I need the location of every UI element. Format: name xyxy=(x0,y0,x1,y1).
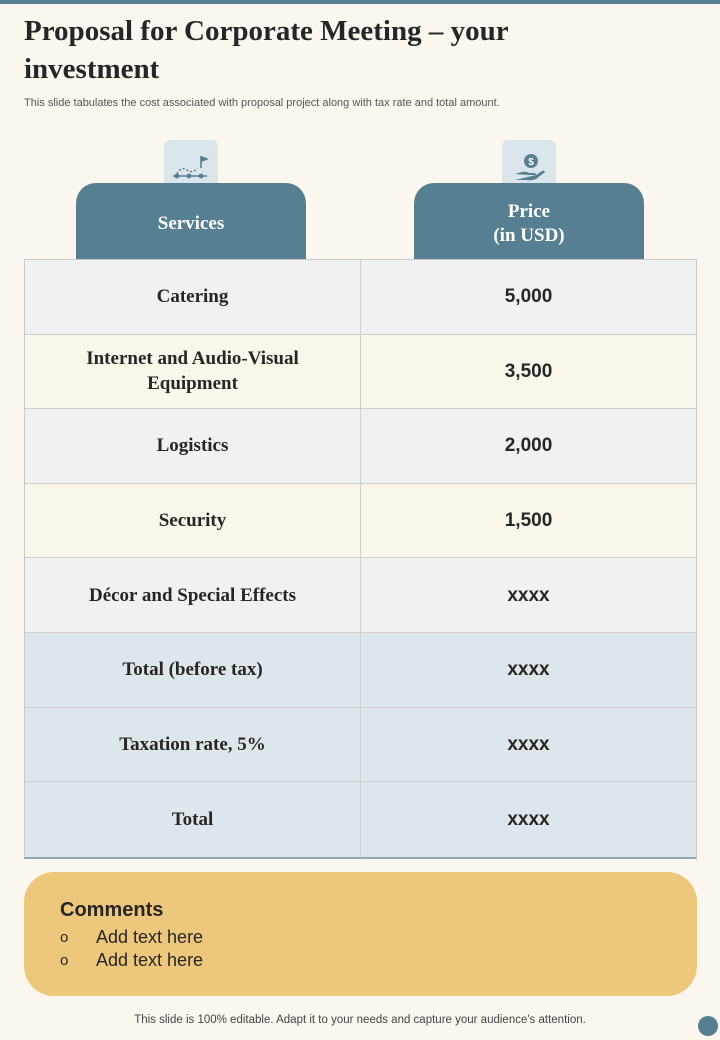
service-cell: Décor and Special Effects xyxy=(25,558,361,632)
service-cell: Security xyxy=(25,484,361,558)
table-row-total-before-tax xyxy=(25,633,696,708)
service-cell: Logistics xyxy=(25,409,361,483)
service-cell: Taxation rate, 5% xyxy=(25,708,361,782)
price-cell: 5,000 xyxy=(504,286,553,308)
table-row xyxy=(25,335,696,410)
price-cell: 3,500 xyxy=(504,360,553,382)
comments-title: Comments xyxy=(60,899,164,921)
comments-box xyxy=(24,872,697,996)
price-column-header xyxy=(414,183,644,261)
price-cell: xxxx xyxy=(507,659,550,681)
table-row-tax-rate xyxy=(25,708,696,783)
cost-table xyxy=(24,259,697,859)
service-cell: Internet and Audio-Visual Equipment xyxy=(25,335,361,409)
services-column-header xyxy=(76,183,306,261)
page-title: Proposal for Corporate Meeting – your investment xyxy=(24,15,509,85)
table-row xyxy=(25,558,696,633)
comment-item xyxy=(60,926,661,949)
price-header-unit: (in USD) xyxy=(493,225,565,246)
price-cell: xxxx xyxy=(507,733,550,755)
table-row xyxy=(25,409,696,484)
table-row xyxy=(25,484,696,559)
service-cell: Total xyxy=(25,782,361,857)
comment-item xyxy=(60,949,661,972)
table-row xyxy=(25,260,696,335)
comment-text[interactable]: Add text here xyxy=(96,927,204,947)
price-cell: 2,000 xyxy=(504,435,553,457)
comment-text[interactable]: Add text here xyxy=(96,950,204,970)
page-subtitle: This slide tabulates the cost associated with proposal project along with tax rate and total amount. xyxy=(24,97,500,109)
svg-text:$: $ xyxy=(528,157,534,168)
service-cell: Total (before tax) xyxy=(25,633,361,707)
price-cell: xxxx xyxy=(507,584,550,606)
bullet-icon: o xyxy=(60,952,69,969)
corner-dot xyxy=(698,1016,718,1036)
top-accent-bar xyxy=(0,0,720,4)
service-cell: Catering xyxy=(25,260,361,334)
price-cell: 1,500 xyxy=(504,510,553,532)
services-header-label: Services xyxy=(157,213,225,234)
price-cell: xxxx xyxy=(507,808,550,830)
bullet-icon: o xyxy=(60,929,69,946)
table-row-total xyxy=(25,782,696,857)
price-header-label: Price xyxy=(507,201,551,222)
footer-note: This slide is 100% editable. Adapt it to your needs and capture your audience's attention. xyxy=(134,1014,586,1026)
